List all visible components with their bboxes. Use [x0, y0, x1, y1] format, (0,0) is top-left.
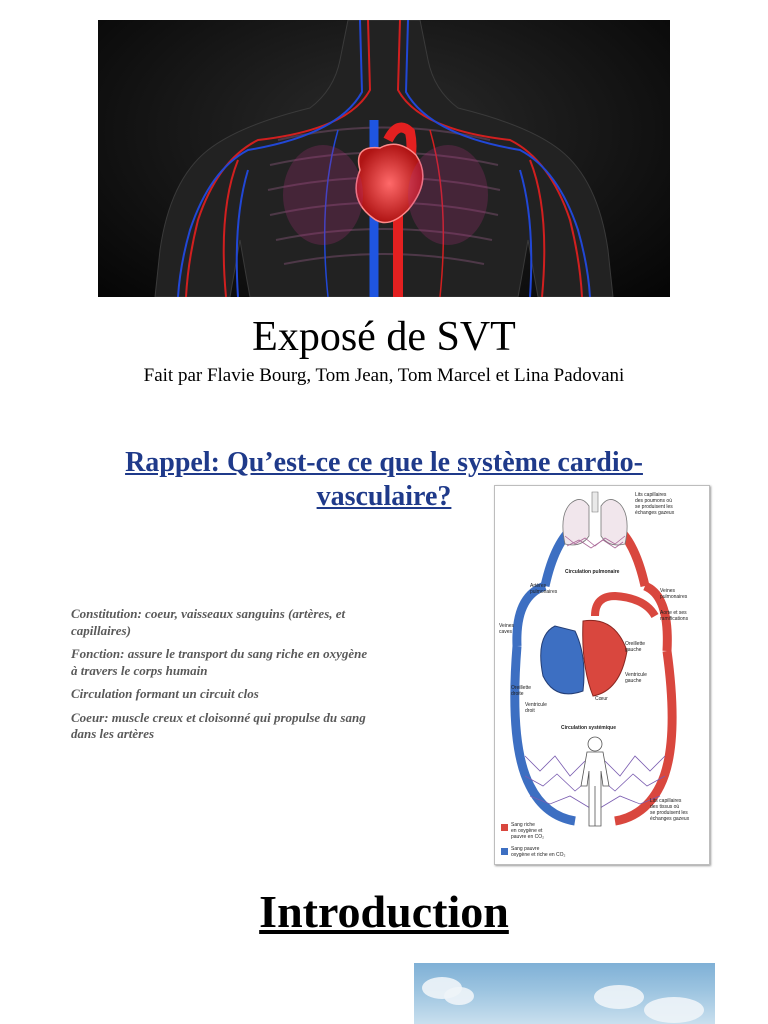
label-lits-tissus: Lits capillaires	[650, 798, 682, 804]
hero-image	[98, 20, 670, 297]
label-ventricule-d: Ventricule	[525, 702, 547, 708]
svg-text:échanges gazeux: échanges gazeux	[650, 816, 690, 822]
svg-text:droite: droite	[511, 691, 524, 697]
label-ventricule-g: Ventricule	[625, 672, 647, 678]
label-veines-pulm: Veines	[660, 588, 676, 594]
bullet-fonction: Fonction: assure le transport du sang riche en oxygène à travers le corps humain	[71, 646, 368, 678]
legend-red-swatch	[501, 824, 508, 831]
svg-text:pulmonaires: pulmonaires	[530, 589, 558, 595]
svg-text:ramifications: ramifications	[660, 616, 689, 622]
svg-text:caves: caves	[499, 629, 513, 635]
svg-text:gauche: gauche	[625, 647, 642, 653]
cardiovascular-illustration	[98, 20, 670, 297]
sky-image	[414, 963, 715, 1024]
svg-text:des poumons où: des poumons où	[635, 498, 672, 504]
circulation-diagram	[494, 485, 710, 865]
label-circ-systemique: Circulation systémique	[561, 725, 617, 731]
label-lits-poumons: Lits capillaires	[635, 492, 667, 498]
label-veines-caves: Veines	[499, 623, 515, 629]
label-arteres-pulm: Artères	[530, 583, 547, 589]
label-oreillette-g: Oreillette	[625, 641, 646, 647]
bullet-circulation: Circulation formant un circuit clos	[71, 686, 259, 701]
bullet-constitution: Constitution: coeur, vaisseaux sanguins (artères, et capillaires)	[71, 606, 346, 638]
svg-text:échanges gazeux: échanges gazeux	[635, 510, 675, 516]
label-oreillette-d: Oreillette	[511, 685, 532, 691]
page-subtitle: Fait par Flavie Bourg, Tom Jean, Tom Marcel et Lina Padovani	[143, 365, 625, 386]
lungs-icon	[563, 492, 627, 545]
page-title: Exposé de SVT	[252, 314, 516, 360]
legend-deoxygenated: Sang pauvre	[511, 846, 540, 852]
svg-text:pauvre en CO₂: pauvre en CO₂	[511, 834, 545, 840]
svg-text:gauche: gauche	[625, 678, 642, 684]
svg-text:se produisent les: se produisent les	[650, 810, 688, 816]
svg-text:oxygène et riche en CO₂: oxygène et riche en CO₂	[511, 852, 566, 858]
legend-oxygenated: Sang riche	[511, 822, 535, 828]
definition-list	[71, 606, 376, 750]
legend-blue-swatch	[501, 848, 508, 855]
label-coeur: Cœur	[595, 696, 608, 702]
svg-text:droit: droit	[525, 708, 535, 714]
bullet-coeur: Coeur: muscle creux et cloisonné qui propulse du sang dans les artères	[71, 709, 366, 741]
human-figure-icon	[581, 737, 609, 826]
label-circ-pulmonaire: Circulation pulmonaire	[565, 569, 620, 575]
introduction-heading: Introduction	[259, 886, 509, 937]
svg-text:en oxygène et: en oxygène et	[511, 828, 543, 834]
svg-text:se produisent les: se produisent les	[635, 504, 673, 510]
svg-text:des tissus où: des tissus où	[650, 804, 680, 810]
label-aorte: Aorte et ses	[660, 610, 687, 616]
svg-text:pulmonaires: pulmonaires	[660, 594, 688, 600]
rappel-heading[interactable]: Rappel: Qu’est-ce ce que le système cardio-vasculaire?	[125, 447, 643, 512]
